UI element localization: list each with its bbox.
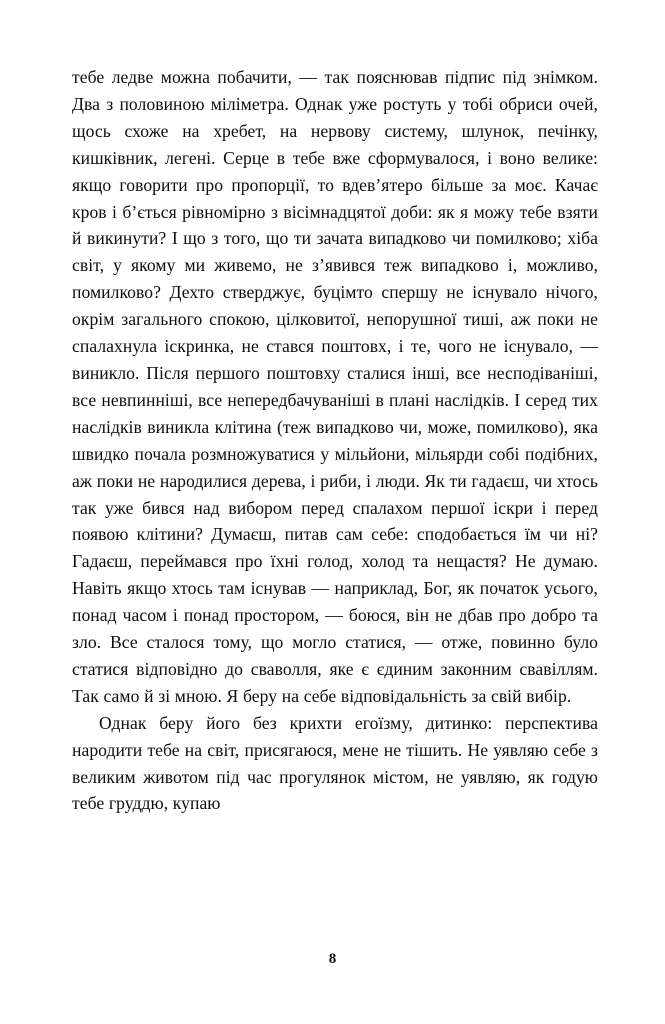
body-paragraph-2: Однак беру його без крихти егоїзму, дитинко: перспектива народити тебе на світ, присягаюся, мене не тішить. Не уявляю себе з великим животом під час прогулянок містом, не уявляю, як годую тебе груддю, купаю	[72, 712, 598, 814]
page-text-block	[72, 64, 598, 817]
body-paragraph-1: тебе ледве можна побачити, — так пояснював підпис під знімком. Два з половиною міліметра. Однак уже ростуть у тобі обриси очей, щось схоже на хребет, на нервову систему, шлунок, печінку, кишківник, легені. Серце в тебе вже сформувалося, і воно велике: якщо говорити про пропорції, то вдев’ятеро більше за моє. Качає кров і б’ється рівномірно з вісімнадцятої доби: як я можу тебе взяти й викинути? І що з того, що ти зачата випадково чи помилково; хіба світ, у якому ми живемо, не з’явився теж випадково і, можливо, помилково? Дехто стверджує, буцімто спершу не існувало нічого, окрім загального спокою, цілковитої, непорушної тиші, аж поки не спалахнула іскринка, не стався поштовх, і те, чого не існувало, — виникло. Після першого поштовху сталися інші, все несподіваніші, все невпинніші, все непередбачуваніші в плані наслідків. І серед тих наслідків виникла клітина (теж випадково чи, може, помилково), яка швидко почала розмножуватися у мільйони, мільярди собі подібних, аж поки не народилися дерева, і риби, і люди. Як ти гадаєш, чи хтось так уже бився над вибором перед спалахом першої іскри і перед появою клітини? Думаєш, питав сам себе: сподобається їм чи ні? Гадаєш, переймався про їхні голод, холод та нещастя? Не думаю. Навіть якщо хтось там існував — наприклад, Бог, як початок усього, понад часом і понад простором, — боюся, він не дбав про добро та зло. Все сталося тому, що могло статися, — отже, повинно було статися відповідно до сваволля, яке є єдиним законним свавіллям. Так само й зі мною. Я беру на себе відповідальність за свій вибір.	[72, 67, 598, 706]
page-number: 8	[328, 951, 337, 967]
